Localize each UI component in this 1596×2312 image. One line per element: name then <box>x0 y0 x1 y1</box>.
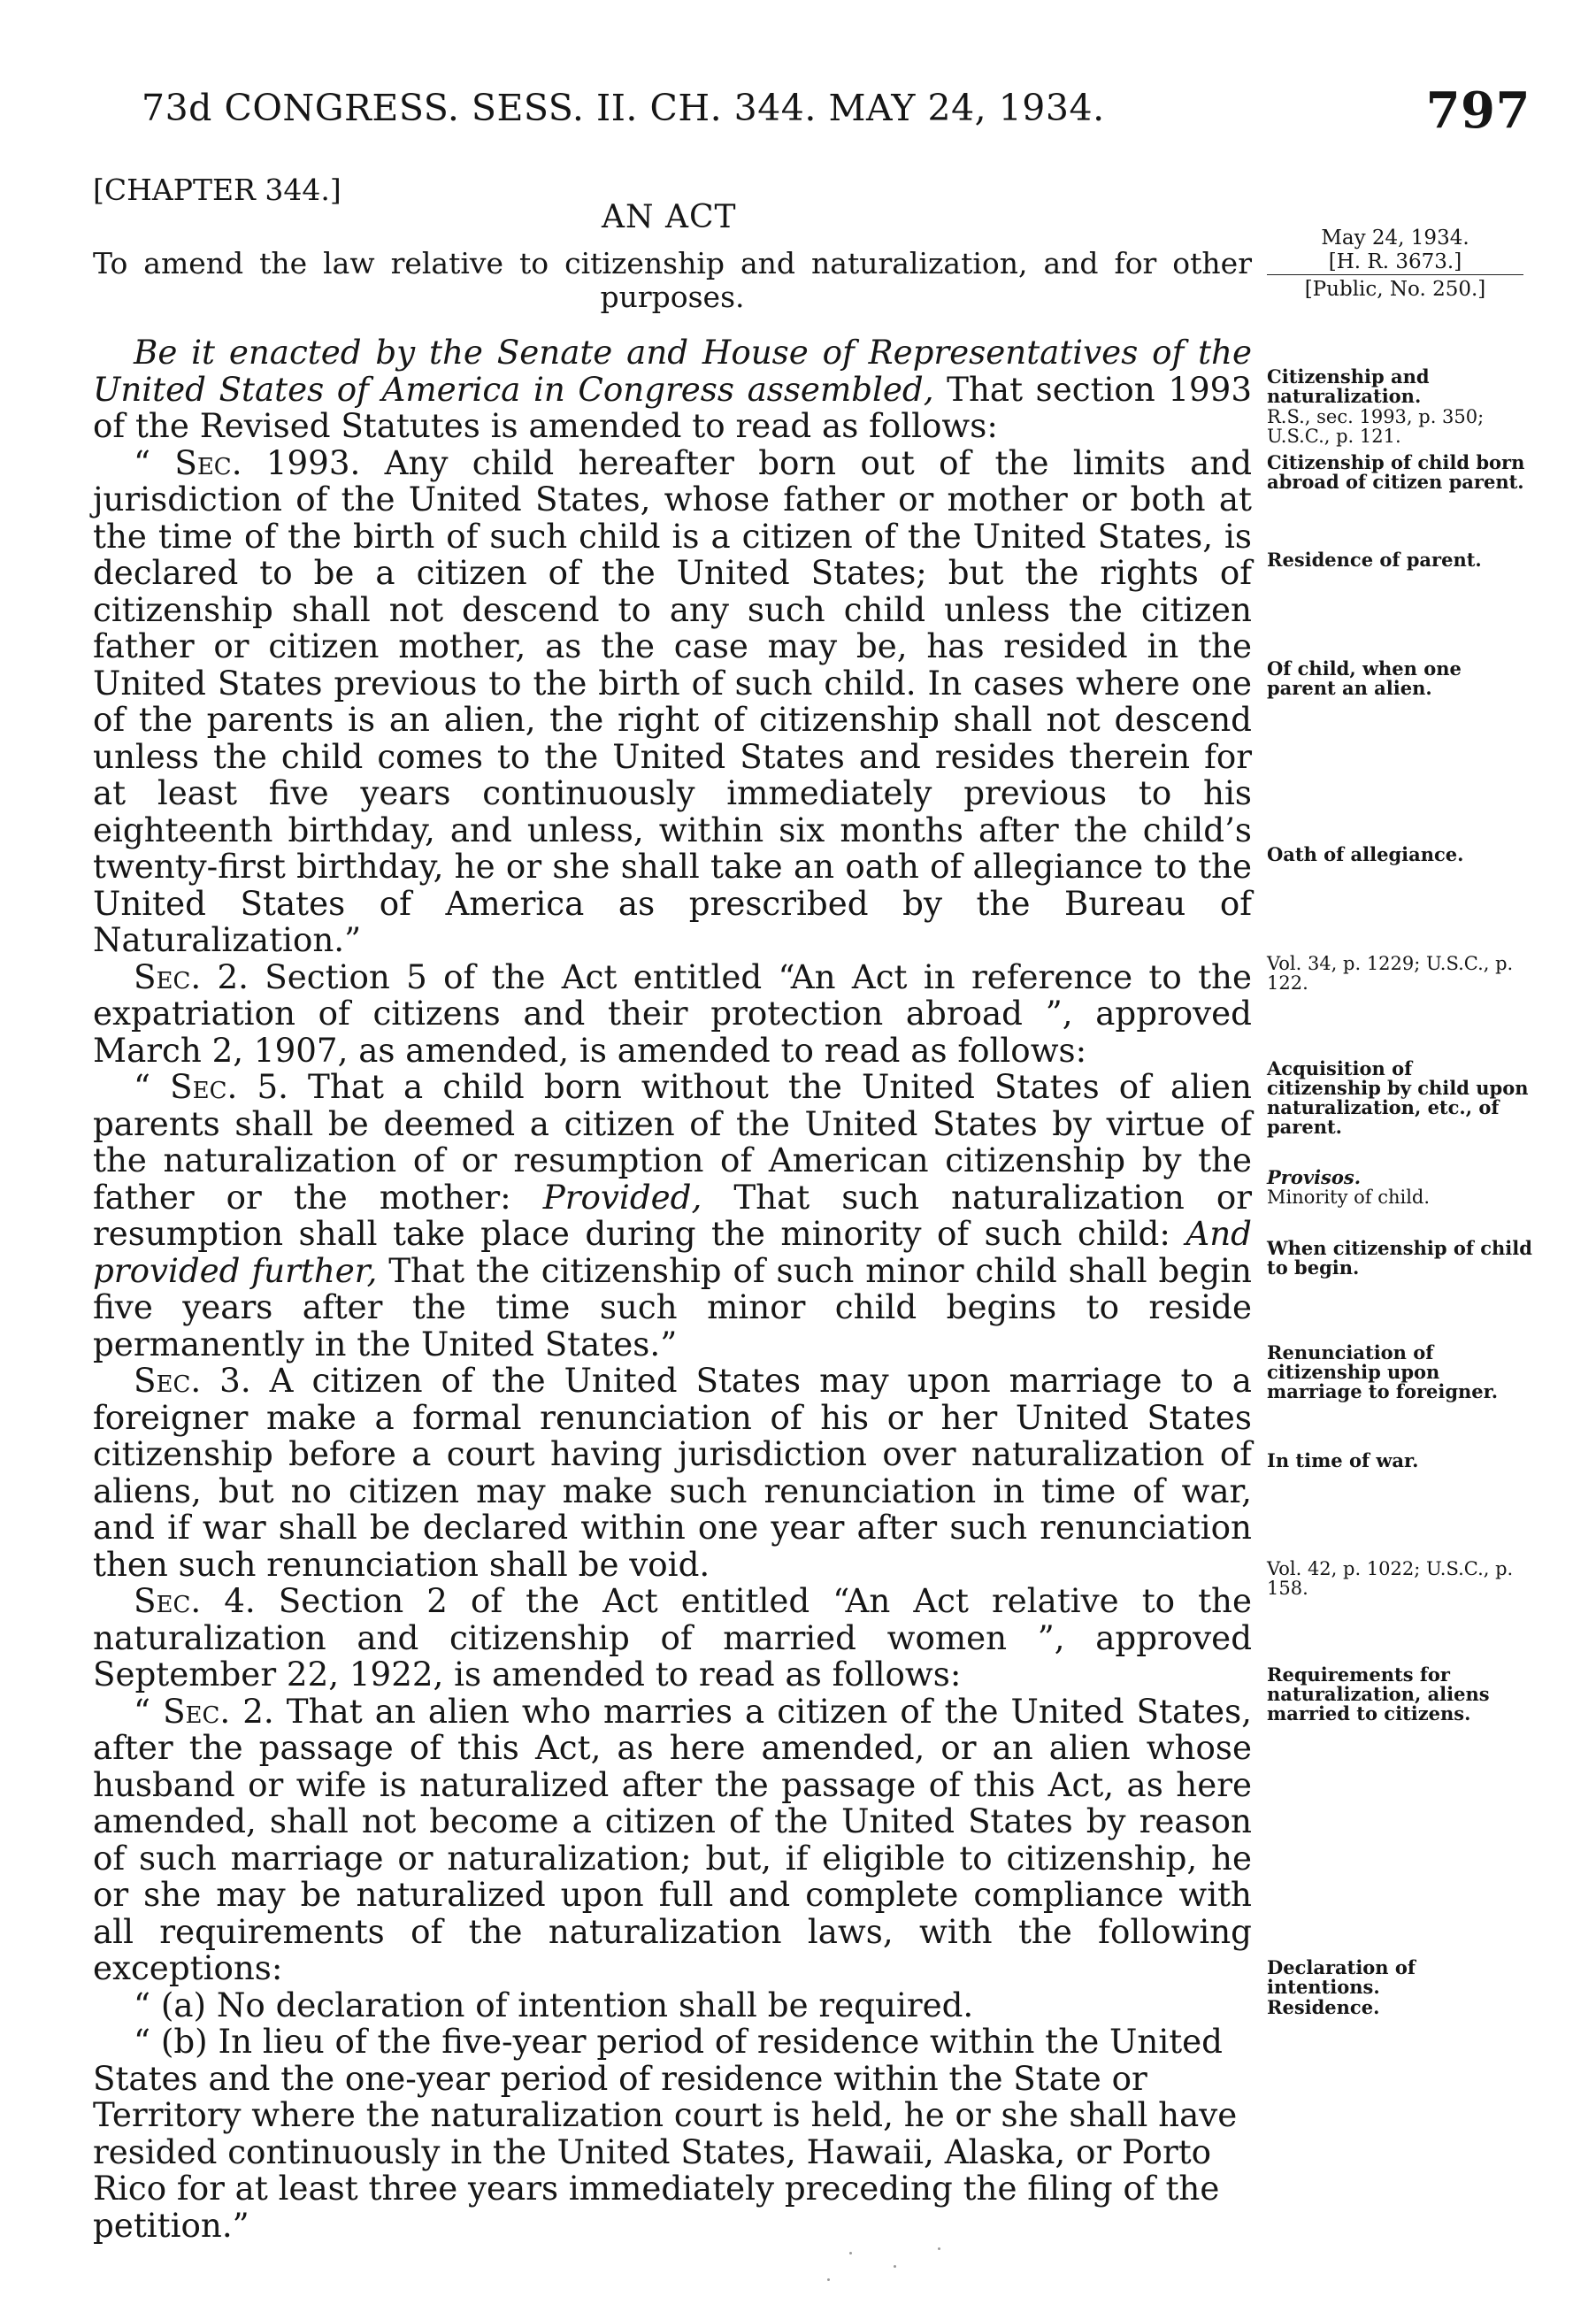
chapter-label: [CHAPTER 344.] <box>93 173 341 207</box>
margin-note-when-begin: When citizenship of child to begin. <box>1267 1237 1532 1279</box>
margin-note-residence: Residence. <box>1267 1996 1380 2018</box>
margin-note-renunciation: Renunciation of citizenship upon marriage to foreigner. <box>1267 1341 1499 1402</box>
scan-speck <box>827 2278 830 2281</box>
amended-section-2-text: “ Sec. 2. That an alien who marries a citizen of the United States, after the passage of this Act, as here amended, or an alien whose husband or wife is naturalized after the passage of this Act, as here amended, shall not become a citizen of the United States by reason of such marriage or naturalization; but, if eligible to citizenship, he or she may be naturalized upon full and complete compliance with all requirements of the naturalization laws, with the following exceptions: <box>93 1691 1252 1987</box>
docket-bill: [H. R. 3673.] <box>1267 250 1523 275</box>
enacting-formula: Be it enacted by the Senate and House of Representatives of the United States of America in Congress assembled, <box>93 333 1252 409</box>
docket-public-law: [Public, No. 250.] <box>1304 278 1486 301</box>
scan-speck <box>849 2252 852 2254</box>
scan-speck <box>894 2265 896 2268</box>
margin-note-declaration: Declaration of intentions. <box>1267 1956 1416 1998</box>
margin-note-alien-parent: Of child, when one parent an alien. <box>1267 657 1462 699</box>
section-4-text: Sec. 4. Section 2 of the Act entitled “An Act relative to the naturalization and citizenship of married women ”, approved September 22, 1922, is amended to read as follows: <box>93 1581 1252 1694</box>
section-5-text: “ Sec. 5. That a child born without the United States of alien parents shall be deemed a citizen of the United States by virtue of the naturalization of or resumption of American citizenship by the father or the mother: Provided, That such naturalization or resumption shall take place during the minority of such child: And provided further, That the citizenship of such minor child shall begin five years after the time such minor child begins to reside permanently in the United States.” <box>93 1067 1253 1363</box>
section-label: Sec. 2. <box>163 1691 274 1731</box>
paragraph-b: “ (b) In lieu of the five-year period of residence within the United States and the one-year period of residence within the State or Territory where the naturalization court is held, he or she shall have resided continuously in the United States, Hawaii, Alaska, or Porto Rico for at least three years immediately preceding the filing of the petition.” <box>93 2022 1238 2245</box>
running-header <box>142 81 1531 140</box>
margin-note-minority: Minority of child. <box>1267 1187 1431 1208</box>
act-title-line-2: purposes. <box>600 280 745 314</box>
margin-note-time-of-war: In time of war. <box>1267 1449 1419 1471</box>
enacting-clause: Be it enacted by the Senate and House of Representatives of the United States of America in Congress assembled, That section 1993 of the Revised Statutes is amended to read as follows: <box>93 333 1252 445</box>
section-label: Sec. 3. <box>134 1361 251 1400</box>
act-title-line-1: To amend the law relative to citizenship and naturalization, and for other <box>93 246 1252 280</box>
margin-note-born-abroad: Citizenship of child born abroad of citizen parent. <box>1267 451 1525 493</box>
margin-note-provisos: Provisos. <box>1267 1166 1362 1188</box>
margin-note-rs-ref: R.S., sec. 1993, p. 350; U.S.C., p. 121. <box>1267 406 1485 447</box>
scan-speck <box>938 2247 940 2250</box>
docket-date: May 24, 1934. <box>1321 227 1469 250</box>
section-3-text: Sec. 3. A citizen of the United States may upon marriage to a foreigner make a formal renunciation of his or her United States citizenship before a court having jurisdiction over naturalization of aliens, but no citizen may make such renunciation in time of war, and if war shall be declared within one year after such renunciation then such renunciation shall be void. <box>93 1361 1252 1584</box>
margin-note-residence-of-parent: Residence of parent. <box>1267 549 1482 571</box>
running-head: 73d CONGRESS. SESS. II. CH. 344. MAY 24, 1934. <box>142 87 1105 129</box>
act-body <box>93 334 1252 2244</box>
margin-note-acquisition: Acquisition of citizenship by child upon naturalization, etc., of parent. <box>1267 1057 1529 1138</box>
section-label: Sec. 2. <box>134 956 249 996</box>
paragraph-a: “ (a) No declaration of intention shall be required. <box>134 1985 974 2024</box>
margin-note-vol42: Vol. 42, p. 1022; U.S.C., p. 158. <box>1267 1558 1514 1599</box>
margin-note-citizenship: Citizenship and naturalization. <box>1267 365 1430 407</box>
section-label: Sec. 1993. <box>174 442 361 482</box>
section-2-text: Sec. 2. Section 5 of the Act entitled “An Act in reference to the expatriation of citizens and their protection abroad ”, approved March 2, 1907, as amended, is amended to read as follows: <box>93 956 1252 1070</box>
margin-note-vol34: Vol. 34, p. 1229; U.S.C., p. 122. <box>1267 953 1514 994</box>
margin-note-requirements: Requirements for naturalization, aliens married to citizens. <box>1267 1663 1490 1724</box>
act-heading: AN ACT <box>602 199 737 235</box>
section-1993-text: “ Sec. 1993. Any child hereafter born out of the limits and jurisdiction of the United States, whose father or mother or both at the time of the birth of such child is a citizen of the United States, is declared to be a citizen of the United States; but the rights of citizenship shall not descend to any such child unless the citizen father or citizen mother, as the case may be, has resided in the United States previous to the birth of such child. In cases where one of the parents is an alien, the right of citizenship shall not descend unless the child comes to the United States and resides therein for at least five years continuously immediately previous to his eighteenth birthday, and unless, within six months after the child’s twenty-first birthday, he or she shall take an oath of allegiance to the United States of America as prescribed by the Bureau of Naturalization.” <box>93 442 1252 959</box>
page-number: 797 <box>1425 81 1531 140</box>
section-label: Sec. 4. <box>134 1581 256 1620</box>
margin-note-oath: Oath of allegiance. <box>1267 843 1464 865</box>
section-label: Sec. 5. <box>170 1067 288 1106</box>
